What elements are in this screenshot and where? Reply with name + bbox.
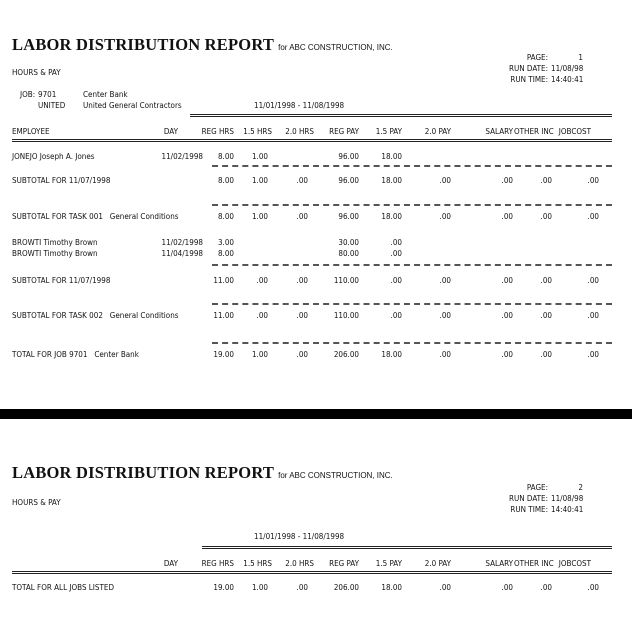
jobcost-value: .00: [587, 583, 599, 592]
customer-code: UNITED: [38, 101, 66, 110]
reg-hrs-value: 8.00: [217, 176, 234, 185]
pay-15-value: 18.00: [381, 583, 402, 592]
employee-name: BROWTI Timothy Brown: [12, 238, 98, 247]
col-employee: EMPLOYEE: [12, 127, 50, 136]
report-title-text: LABOR DISTRIBUTION REPORT: [12, 35, 274, 54]
subtotal-label: SUBTOTAL FOR 11/07/1998: [12, 176, 111, 185]
pay-15-value: .00: [390, 276, 402, 285]
pay-15-value: 18.00: [381, 350, 402, 359]
hrs-15-value: 1.00: [251, 583, 268, 592]
col-other-inc: OTHER INC: [514, 559, 554, 568]
col-reg-pay: REG PAY: [329, 127, 359, 136]
jobcost-value: .00: [587, 276, 599, 285]
pay-20-value: .00: [439, 276, 451, 285]
reg-hrs-value: 8.00: [217, 152, 234, 161]
col-day: DAY: [163, 127, 178, 136]
pay-15-value: 18.00: [381, 176, 402, 185]
run-time-label: RUN TIME:: [510, 75, 548, 84]
subtotal-label: SUBTOTAL FOR 11/07/1998: [12, 276, 111, 285]
col-other-inc: OTHER INC: [514, 127, 554, 136]
jobcost-value: .00: [587, 311, 599, 320]
salary-value: .00: [501, 212, 513, 221]
job-label: JOB:: [20, 90, 36, 99]
hrs-15-value: 1.00: [251, 176, 268, 185]
subtotal-dash: [212, 264, 612, 266]
run-date-label: RUN DATE:: [508, 494, 548, 503]
report-company: for ABC CONSTRUCTION, INC.: [278, 43, 393, 52]
job-total-dash: [212, 342, 612, 344]
pay-15-value: .00: [390, 238, 402, 247]
reg-pay-value: 96.00: [338, 212, 359, 221]
job-total-label: TOTAL FOR JOB 9701 Center Bank: [12, 350, 139, 359]
work-day: 11/02/1998: [161, 152, 203, 161]
page-number: 2: [578, 483, 583, 492]
date-range: 11/01/1998 - 11/08/1998: [254, 101, 345, 110]
hrs-20-value: .00: [296, 311, 308, 320]
pay-15-value: 18.00: [381, 152, 402, 161]
col-hrs-15: 1.5 HRS: [243, 127, 272, 136]
reg-hrs-value: 19.00: [213, 583, 234, 592]
col-salary: SALARY: [485, 127, 513, 136]
reg-hrs-value: 3.00: [217, 238, 234, 247]
col-pay-15: 1.5 PAY: [375, 559, 402, 568]
employee-name: JONEJO Joseph A. Jones: [12, 152, 95, 161]
col-salary: SALARY: [485, 559, 513, 568]
salary-value: .00: [501, 276, 513, 285]
salary-value: .00: [501, 311, 513, 320]
reg-pay-value: 30.00: [338, 238, 359, 247]
col-jobcost: JOBCOST: [558, 559, 591, 568]
hrs-15-value: .00: [256, 311, 268, 320]
reg-pay-value: 80.00: [338, 249, 359, 258]
jobcost-value: .00: [587, 212, 599, 221]
subtotal-dash: [212, 303, 612, 305]
grand-total-label: TOTAL FOR ALL JOBS LISTED: [12, 583, 114, 592]
jobcost-value: .00: [587, 176, 599, 185]
customer-name: United General Contractors: [83, 101, 182, 110]
reg-pay-value: 110.00: [333, 276, 359, 285]
col-reg-hrs: REG HRS: [201, 127, 234, 136]
salary-value: .00: [501, 176, 513, 185]
hrs-20-value: .00: [296, 350, 308, 359]
task-subtotal-label: SUBTOTAL FOR TASK 002 General Conditions: [12, 311, 179, 320]
reg-pay-value: 96.00: [338, 152, 359, 161]
pay-20-value: .00: [439, 350, 451, 359]
jobcost-value: .00: [587, 350, 599, 359]
report-title-text: LABOR DISTRIBUTION REPORT: [12, 463, 274, 482]
hrs-15-value: 1.00: [251, 212, 268, 221]
report-subtitle: HOURS & PAY: [12, 498, 61, 507]
other-inc-value: .00: [540, 212, 552, 221]
col-reg-pay: REG PAY: [329, 559, 359, 568]
salary-value: .00: [501, 350, 513, 359]
reg-hrs-value: 8.00: [217, 249, 234, 258]
reg-hrs-value: 8.00: [217, 212, 234, 221]
run-date: 11/08/98: [551, 494, 584, 503]
reg-pay-value: 110.00: [333, 311, 359, 320]
job-name: Center Bank: [83, 90, 128, 99]
report-company: for ABC CONSTRUCTION, INC.: [278, 471, 393, 480]
hrs-20-value: .00: [296, 176, 308, 185]
col-reg-hrs: REG HRS: [201, 559, 234, 568]
reg-pay-value: 206.00: [333, 350, 359, 359]
page-label: PAGE:: [526, 53, 548, 62]
pay-20-value: .00: [439, 583, 451, 592]
hrs-15-value: 1.00: [251, 152, 268, 161]
subtotal-dash: [212, 204, 612, 206]
run-time: 14:40:41: [551, 505, 584, 514]
page-label: PAGE:: [526, 483, 548, 492]
header-rule-top: [202, 546, 612, 549]
work-day: 11/02/1998: [161, 238, 203, 247]
reg-hrs-value: 19.00: [213, 350, 234, 359]
run-time: 14:40:41: [551, 75, 584, 84]
subtotal-dash: [212, 165, 612, 167]
col-day: DAY: [163, 559, 178, 568]
col-pay-20: 2.0 PAY: [424, 559, 451, 568]
col-hrs-20: 2.0 HRS: [285, 127, 314, 136]
reg-pay-value: 206.00: [333, 583, 359, 592]
report-title: [12, 464, 393, 485]
page-number: 1: [578, 53, 583, 62]
header-rule-top: [190, 114, 612, 117]
task-subtotal-label: SUBTOTAL FOR TASK 001 General Conditions: [12, 212, 179, 221]
hrs-15-value: .00: [256, 276, 268, 285]
header-rule-bottom: [12, 571, 612, 574]
pay-15-value: 18.00: [381, 212, 402, 221]
other-inc-value: .00: [540, 176, 552, 185]
hrs-20-value: .00: [296, 212, 308, 221]
hrs-15-value: 1.00: [251, 350, 268, 359]
col-hrs-20: 2.0 HRS: [285, 559, 314, 568]
col-pay-15: 1.5 PAY: [375, 127, 402, 136]
col-pay-20: 2.0 PAY: [424, 127, 451, 136]
col-jobcost: JOBCOST: [558, 127, 591, 136]
pay-20-value: .00: [439, 212, 451, 221]
report-page-2: [0, 419, 632, 637]
pay-15-value: .00: [390, 311, 402, 320]
work-day: 11/04/1998: [161, 249, 203, 258]
pay-20-value: .00: [439, 176, 451, 185]
reg-hrs-value: 11.00: [213, 311, 234, 320]
date-range: 11/01/1998 - 11/08/1998: [254, 532, 345, 541]
header-rule-bottom: [12, 139, 612, 142]
reg-hrs-value: 11.00: [213, 276, 234, 285]
report-title: [12, 36, 393, 57]
page-separator: [0, 409, 632, 419]
hrs-20-value: .00: [296, 276, 308, 285]
col-hrs-15: 1.5 HRS: [243, 559, 272, 568]
hrs-20-value: .00: [296, 583, 308, 592]
run-time-label: RUN TIME:: [510, 505, 548, 514]
other-inc-value: .00: [540, 276, 552, 285]
run-date: 11/08/98: [551, 64, 584, 73]
pay-15-value: .00: [390, 249, 402, 258]
report-subtitle: HOURS & PAY: [12, 68, 61, 77]
job-number: 9701: [38, 90, 57, 99]
other-inc-value: .00: [540, 311, 552, 320]
salary-value: .00: [501, 583, 513, 592]
employee-name: BROWTI Timothy Brown: [12, 249, 98, 258]
run-date-label: RUN DATE:: [508, 64, 548, 73]
other-inc-value: .00: [540, 350, 552, 359]
pay-20-value: .00: [439, 311, 451, 320]
other-inc-value: .00: [540, 583, 552, 592]
reg-pay-value: 96.00: [338, 176, 359, 185]
